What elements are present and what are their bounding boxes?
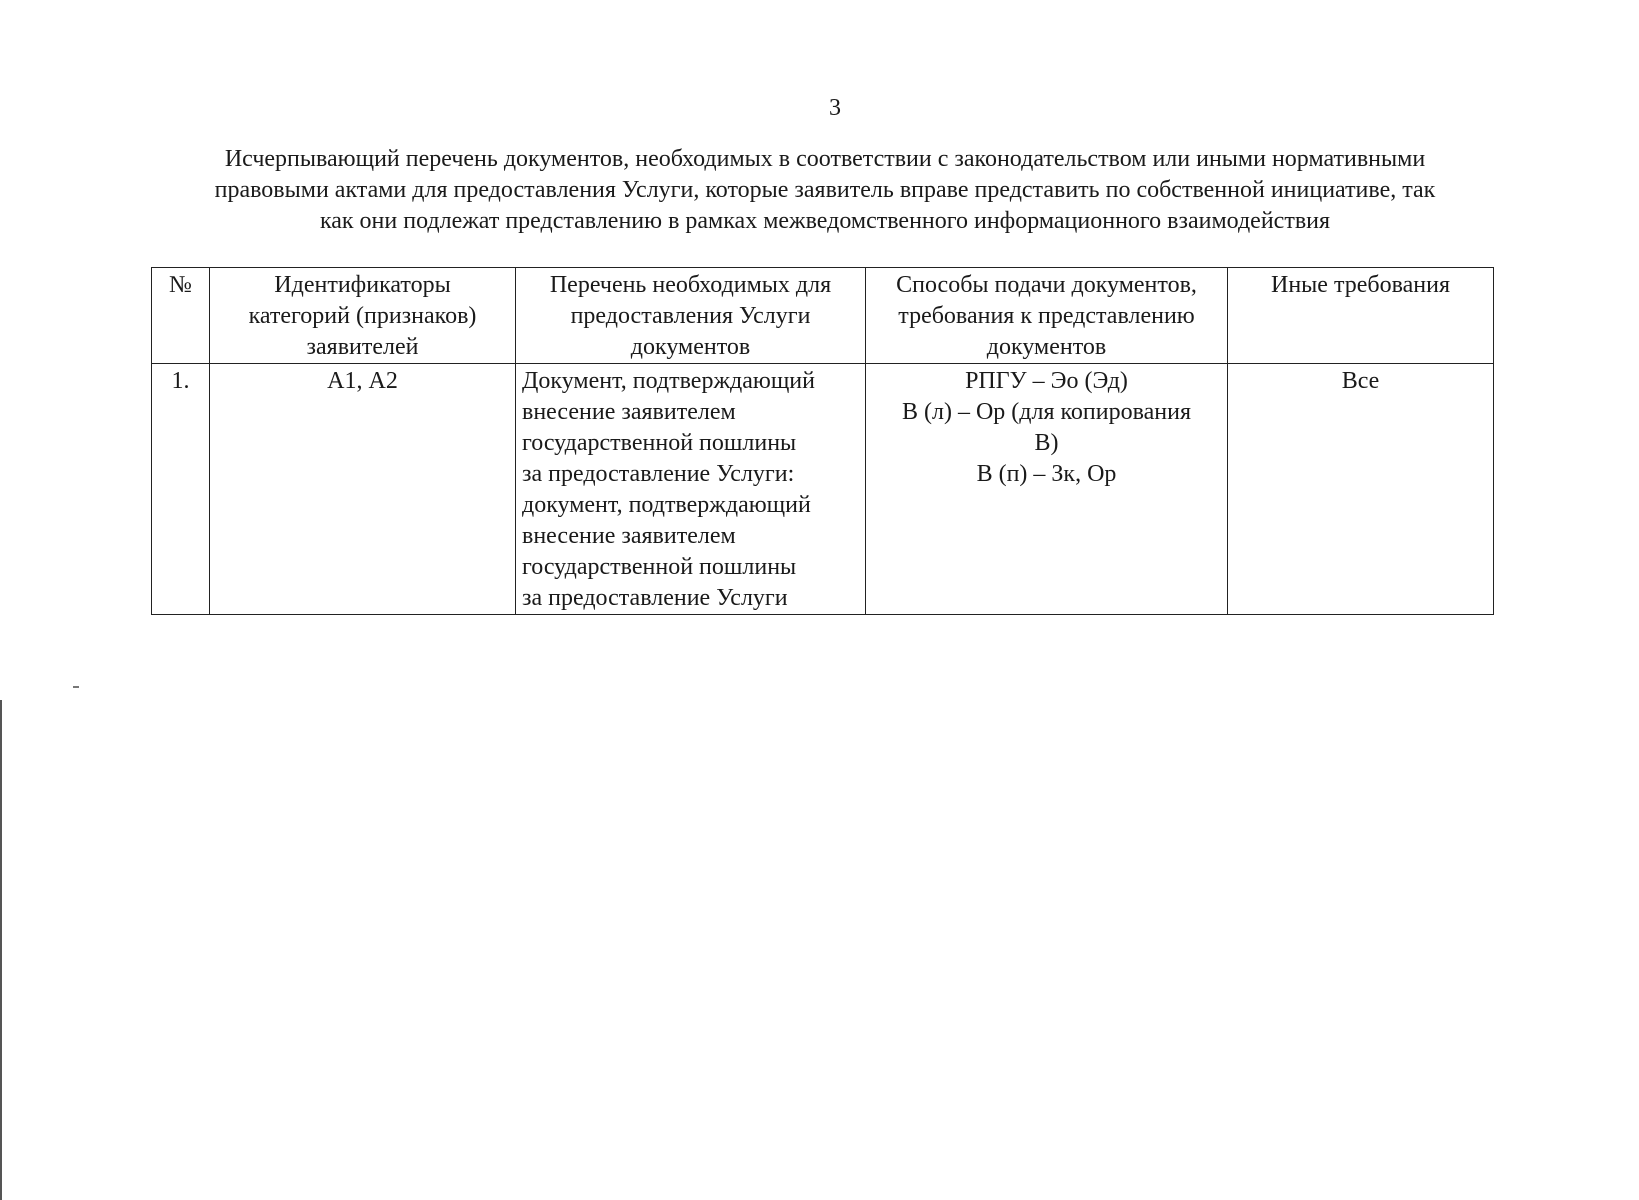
scan-mark xyxy=(73,686,79,688)
header-documents xyxy=(516,268,866,364)
header-identifiers xyxy=(210,268,516,364)
scan-edge-line xyxy=(0,700,2,1200)
cell-methods xyxy=(866,364,1228,615)
title-line: как они подлежат представлению в рамках межведомственного информационного взаимодействия xyxy=(319,208,1331,234)
header-line: категорий (признаков) xyxy=(248,303,477,329)
title-line: Исчерпывающий перечень документов, необходимых в соответствии с законодательством или иными нормативными xyxy=(224,146,1426,172)
header-methods xyxy=(866,268,1228,364)
cell-documents xyxy=(516,364,866,615)
header-line: Способы подачи документов, xyxy=(896,272,1197,298)
cell-line: за предоставление Услуги: xyxy=(522,461,795,487)
header-line: Перечень необходимых для xyxy=(549,272,832,298)
document-title xyxy=(140,144,1510,237)
header-line: № xyxy=(169,272,192,298)
cell-line: за предоставление Услуги xyxy=(522,585,788,611)
header-number xyxy=(152,268,210,364)
cell-line: РПГУ – Эо (Эд) xyxy=(965,368,1128,394)
cell-line: государственной пошлины xyxy=(522,430,797,456)
documents-table xyxy=(151,267,1494,615)
page-number: 3 xyxy=(829,95,841,121)
cell-line: внесение заявителем xyxy=(522,399,736,425)
cell-line: В) xyxy=(1034,430,1059,456)
cell-line: В (л) – Ор (для копирования xyxy=(901,399,1192,425)
header-line: предоставления Услуги xyxy=(570,303,811,329)
header-line: документов xyxy=(986,334,1107,360)
cell-line: Документ, подтверждающий xyxy=(522,368,815,394)
header-line: Идентификаторы xyxy=(274,272,451,298)
cell-identifiers: А1, А2 xyxy=(210,364,516,615)
table-row xyxy=(152,364,1494,615)
cell-line: государственной пошлины xyxy=(522,554,797,580)
title-line: правовыми актами для предоставления Услуги, которые заявитель вправе представить по собственной инициативе, так xyxy=(214,177,1436,203)
cell-line: документ, подтверждающий xyxy=(522,492,811,518)
header-line: Иные требования xyxy=(1271,272,1450,298)
cell-line: В (п) – Зк, Ор xyxy=(976,461,1117,487)
cell-line: внесение заявителем xyxy=(522,523,736,549)
header-other xyxy=(1228,268,1494,364)
header-line: требования к представлению xyxy=(898,303,1195,329)
cell-other: Все xyxy=(1228,364,1494,615)
header-line: заявителей xyxy=(306,334,419,360)
cell-number: 1. xyxy=(152,364,210,615)
header-line: документов xyxy=(630,334,751,360)
table-header-row xyxy=(152,268,1494,364)
